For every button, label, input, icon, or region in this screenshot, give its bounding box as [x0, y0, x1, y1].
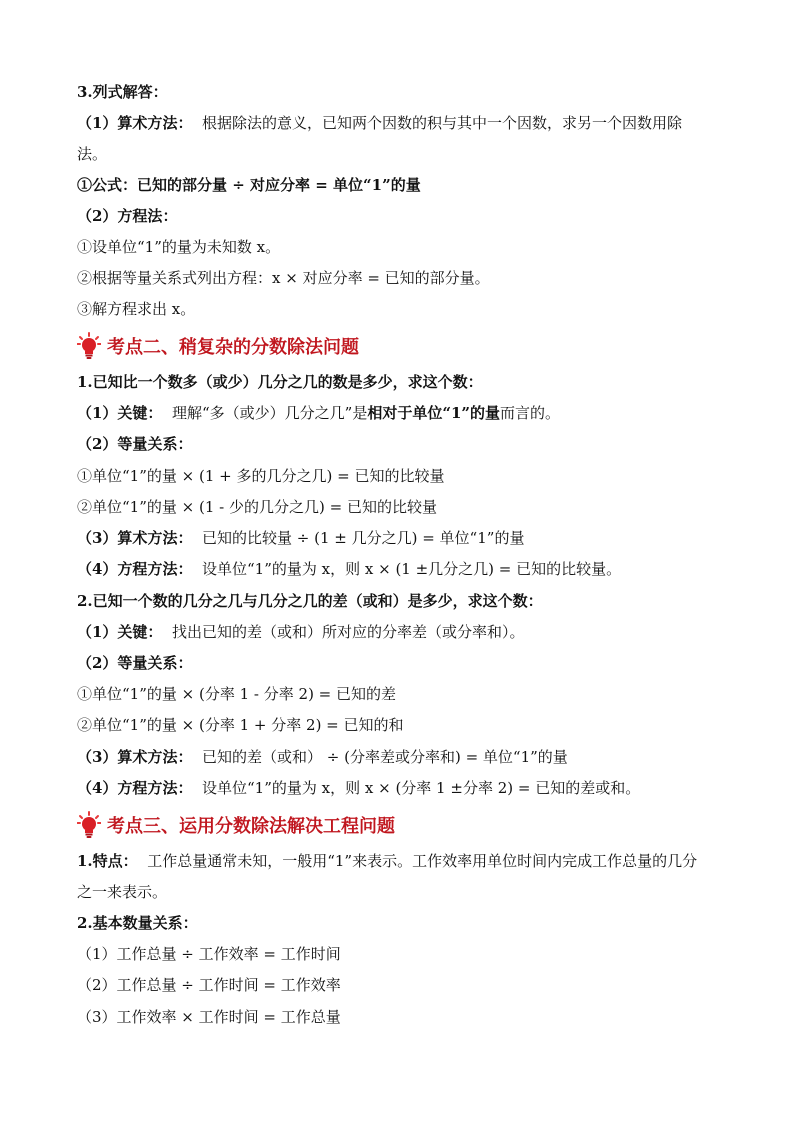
q2-arith-line	[77, 747, 568, 767]
q1-arith-label: （3）算术方法：	[77, 529, 193, 547]
q2-eq-line	[77, 778, 640, 798]
q2-key-label: （1）关键：	[77, 623, 163, 641]
q2-eq-text: 设单位“1”的量为 x，则 x × (分率 1 ±分率 2) = 已知的差或和。	[202, 779, 641, 797]
basic-relations-title: 2.基本数量关系：	[77, 914, 198, 932]
arith-method-label: （1）算术方法：	[77, 114, 193, 132]
work-relation-2: （2）工作总量 ÷ 工作时间 = 工作效率	[77, 976, 341, 994]
formula-line: ①公式：已知的部分量 ÷ 对应分率 = 单位“1”的量	[77, 176, 421, 194]
feature-cont: 之一来表示。	[77, 883, 168, 901]
q2-arith-text: 已知的差（或和） ÷ (分率差或分率和) = 单位“1”的量	[202, 748, 568, 766]
kaodian3-heading	[77, 810, 395, 840]
q2-arith-label: （3）算术方法：	[77, 748, 193, 766]
q1-key-text-c: 而言的。	[500, 404, 561, 422]
arith-method-cont: 法。	[77, 145, 108, 163]
q2-key-text: 找出已知的差（或和）所对应的分率差（或分率和）。	[172, 623, 525, 641]
feature-text: 工作总量通常未知，一般用“1”来表示。工作效率用单位时间内完成工作总量的几分	[147, 852, 698, 870]
q1-key-text-a: 理解“多（或少）几分之几”是	[172, 404, 368, 422]
equation-method-label: （2）方程法：	[77, 207, 178, 225]
lightbulb-icon	[77, 811, 101, 839]
q1-key-text-b: 相对于单位“1”的量	[367, 404, 501, 422]
q2-relation-2: ②单位“1”的量 × (分率 1 + 分率 2) = 已知的和	[77, 716, 404, 734]
work-relation-1: （1）工作总量 ÷ 工作效率 = 工作时间	[77, 945, 341, 963]
equation-step-1: ①设单位“1”的量为未知数 x。	[77, 238, 281, 256]
q1-relation-label: （2）等量关系：	[77, 435, 193, 453]
kaodian2-heading	[77, 331, 359, 361]
work-relation-3: （3）工作效率 × 工作时间 = 工作总量	[77, 1008, 341, 1026]
q1-relation-1: ①单位“1”的量 × (1 + 多的几分之几) = 已知的比较量	[77, 467, 445, 485]
q2-title: 2.已知一个数的几分之几与几分之几的差（或和）是多少，求这个数：	[77, 592, 543, 610]
lightbulb-icon	[77, 332, 101, 360]
feature-label: 1.特点：	[77, 852, 138, 870]
q1-eq-line	[77, 559, 621, 579]
q2-relation-label: （2）等量关系：	[77, 654, 193, 672]
equation-step-2: ②根据等量关系式列出方程：x × 对应分率 = 已知的部分量。	[77, 269, 490, 287]
arith-method-line	[77, 113, 682, 133]
section3-title: 3.列式解答：	[77, 83, 168, 101]
kaodian2-heading-text: 考点二、稍复杂的分数除法问题	[107, 337, 359, 358]
q1-arith-text: 已知的比较量 ÷ (1 ± 几分之几) = 单位“1”的量	[202, 529, 525, 547]
q1-relation-2: ②单位“1”的量 × (1 - 少的几分之几) = 已知的比较量	[77, 498, 437, 516]
q2-relation-1: ①单位“1”的量 × (分率 1 - 分率 2) = 已知的差	[77, 685, 397, 703]
q2-key-line	[77, 622, 525, 642]
q1-eq-text: 设单位“1”的量为 x，则 x × (1 ±几分之几) = 已知的比较量。	[202, 560, 622, 578]
arith-method-text: 根据除法的意义，已知两个因数的积与其中一个因数，求另一个因数用除	[202, 114, 683, 132]
equation-step-3: ③解方程求出 x。	[77, 300, 196, 318]
feature-line	[77, 851, 697, 871]
kaodian3-heading-text: 考点三、运用分数除法解决工程问题	[107, 816, 395, 837]
q1-arith-line	[77, 528, 524, 548]
q1-key-line	[77, 403, 560, 423]
q1-title: 1.已知比一个数多（或少）几分之几的数是多少，求这个数：	[77, 373, 483, 391]
q2-eq-label: （4）方程方法：	[77, 779, 193, 797]
q1-key-label: （1）关键：	[77, 404, 163, 422]
q1-eq-label: （4）方程方法：	[77, 560, 193, 578]
